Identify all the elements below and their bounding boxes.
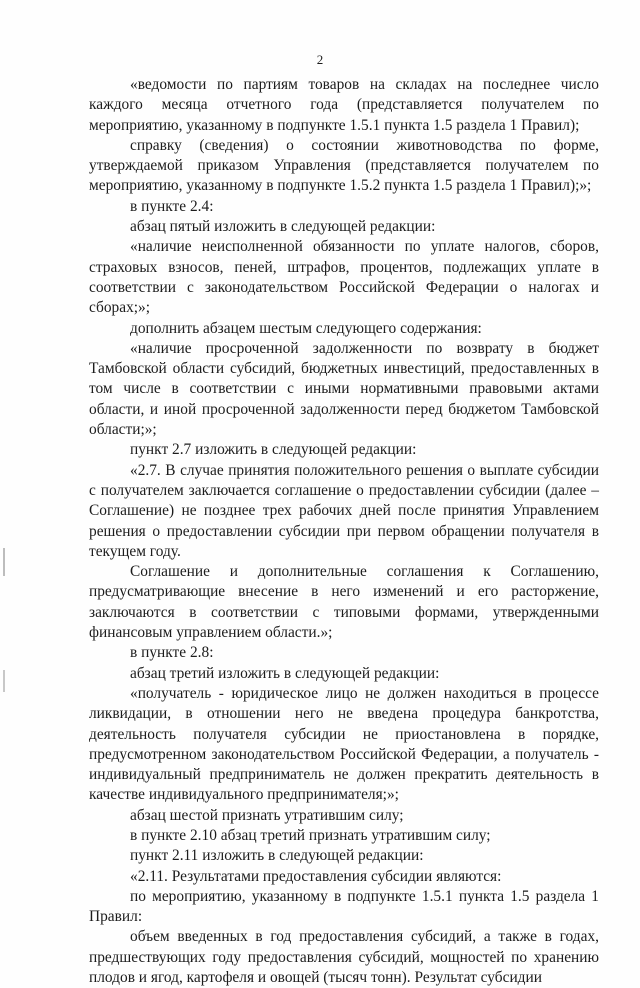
- paragraph: «наличие неисполненной обязанности по уплате налогов, сборов, страховых взносов, пеней, штрафов, процентов, подлежащих уплате в соответствии с законодательством Российской Федерации о налогах и сборах;»;: [89, 238, 599, 317]
- paragraph: в пункте 2.10 абзац третий признать утратившим силу;: [130, 826, 491, 844]
- paragraph: Соглашение и дополнительные соглашения к Соглашению, предусматривающие внесение в него изменений и его расторжение, заключаются в соответствии с типовыми формами, утвержденными финансовым управлением области.»;: [89, 563, 599, 642]
- paragraph: в пункте 2.8:: [130, 644, 214, 662]
- paragraph: абзац пятый изложить в следующей редакции:: [130, 218, 436, 236]
- paragraph: «2.7. В случае принятия положительного решения о выплате субсидии с получателем заключается соглашение о предоставлении субсидии (далее – Соглашение) не позднее трех рабочих дней после принятия Управлением решения о предоставлении субсидии при первом обращении получателя в текущем году.: [89, 461, 599, 560]
- paragraph: абзац третий изложить в следующей редакции:: [130, 664, 440, 682]
- paragraph: «ведомости по партиям товаров на складах на последнее число каждого месяца отчетного года (представляется получателем по мероприятию, указанному в подпункте 1.5.1 пункта 1.5 раздела 1 Правил);: [89, 76, 599, 134]
- scan-edge-mark: [3, 670, 5, 692]
- paragraph: объем введенных в год предоставления субсидий, а также в годах, предшествующих году предоставления субсидий, мощностей по хранению плодов и ягод, картофеля и овощей (тысяч тонн). Результат субсидии: [89, 928, 599, 987]
- document-body: [89, 75, 599, 988]
- paragraph: в пункте 2.4:: [130, 197, 214, 215]
- scan-edge-mark: [3, 548, 5, 576]
- paragraph: «наличие просроченной задолженности по возврату в бюджет Тамбовской области субсидий, бюджетных инвестиций, предоставленных в том числе в соответствии с иными нормативными правовыми актами области, и иной просроченной задолженности перед бюджетом Тамбовской области;»;: [89, 339, 599, 439]
- paragraph: «2.11. Результатами предоставления субсидии являются:: [130, 867, 502, 885]
- paragraph: абзац шестой признать утратившим силу;: [130, 806, 404, 824]
- paragraph: пункт 2.11 изложить в следующей редакции:: [130, 847, 424, 865]
- paragraph: «получатель - юридическое лицо не должен находиться в процессе ликвидации, в отношении него не введена процедура банкротства, деятельность получателя субсидии не приостановлена в порядке, предусмотренном законодательством Российской Федерации, а получатель - индивидуальный предприниматель не должен прекратить деятельность в качестве индивидуального предпринимателя;»;: [89, 684, 599, 804]
- paragraph: пункт 2.7 изложить в следующей редакции:: [130, 441, 417, 459]
- paragraph: по мероприятию, указанному в подпункте 1.5.1 пункта 1.5 раздела 1 Правил:: [89, 887, 599, 926]
- paragraph: справку (сведения) о состоянии животноводства по форме, утверждаемой приказом Управления (представляется получателем по мероприятию, указанному в подпункте 1.5.2 пункта 1.5 раздела 1 Правил);»;: [89, 136, 599, 195]
- paragraph: дополнить абзацем шестым следующего содержания:: [130, 319, 482, 337]
- page-number: 2: [316, 52, 324, 67]
